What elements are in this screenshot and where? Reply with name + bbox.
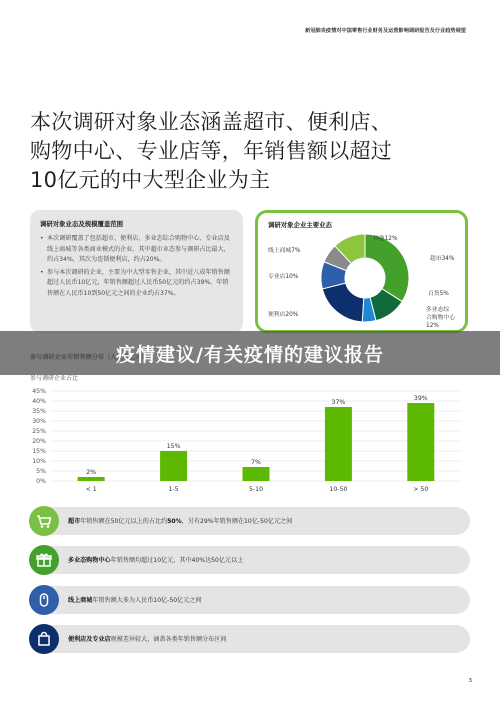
- y-tick-label: 35%: [32, 408, 46, 415]
- y-tick-label: 30%: [32, 418, 46, 425]
- headline-line-1: 本次调研对象业态涵盖超市、便利店、: [30, 110, 393, 134]
- feature-bold-online: 线上商城: [68, 597, 93, 604]
- bar-0: [78, 477, 105, 481]
- format-donut-box: [255, 210, 468, 333]
- mouse-icon: [29, 585, 59, 615]
- gift-box-icon: [29, 545, 59, 575]
- scope-info-box: [30, 210, 243, 333]
- x-tick-label: 5-10: [248, 486, 264, 493]
- x-tick-label: 10-50: [329, 486, 348, 493]
- y-tick-label: 40%: [32, 398, 46, 405]
- y-tick-label: 5%: [36, 468, 46, 475]
- feature-row-mall: [30, 546, 470, 574]
- feature-bold2-supermarket: 50%: [167, 518, 182, 525]
- feature-bold-convenience: 便利店及专业店: [68, 636, 111, 643]
- donut-label-convenience: 便利店20%: [268, 312, 299, 318]
- sales-bar-chart: [22, 383, 472, 498]
- donut-title: 调研对象企业主要业态: [268, 221, 332, 229]
- donut-label-online: 线上商城7%: [268, 248, 301, 254]
- feature-row-supermarket: [30, 507, 470, 535]
- bar-2: [243, 467, 270, 481]
- donut-label-mall-line-1: 多业态综: [426, 307, 450, 313]
- scope-bullet-2: • 参与本次调研的企业，主要为中大型零售企业，其中近八成年销售额超过人民币10亿元，年销售额超过人民币50亿元的约占39%，年销售额在人民币10到50亿元之间的企业约占37%。: [40, 268, 233, 300]
- feature-text-convenience: [68, 634, 226, 643]
- sales-chart-subtitle: 参与调研企业占比: [30, 375, 79, 382]
- shopping-cart-icon: [29, 506, 59, 536]
- headline-line-2: 购物中心、专业店等，年销售额以超过: [30, 139, 393, 163]
- feature-bold-supermarket: 超市: [68, 518, 81, 525]
- scope-info-title: 调研对象业态及规模覆盖范围: [40, 220, 124, 228]
- bar-1: [160, 451, 187, 481]
- page-number: 3: [468, 678, 472, 684]
- feature-text-online: [68, 595, 202, 604]
- donut-label-mall-line-2: 合购物中心: [426, 315, 455, 321]
- bar-3: [325, 407, 352, 481]
- feature-body2-supermarket: ，另有29%年销售额在10亿-50亿元之间: [181, 518, 293, 525]
- y-tick-label: 45%: [32, 388, 46, 395]
- feature-text-mall: [68, 555, 243, 564]
- donut-label-mall: [426, 306, 455, 330]
- bar-value-label: 37%: [331, 399, 346, 406]
- feature-bold-mall: 多业态购物中心: [68, 557, 111, 564]
- y-tick-label: 15%: [32, 448, 46, 455]
- scope-bullet-1: • 本次调研覆盖了包括超市、便利店、多业态综合购物中心、专业店及线上商城等各类商业模式的企业。其中超市业态参与调研占比最大，约占34%，其次为连锁便利店，约占20%。: [40, 234, 233, 266]
- report-header-title: 新冠肺炎疫情对中国零售行业财务及运营影响调研报告及行业趋势展望: [305, 28, 466, 34]
- feature-body-supermarket: 年销售额在50亿元以上的占比约: [80, 518, 168, 525]
- headline-line-3: 10亿元的中大型企业为主: [30, 168, 271, 192]
- feature-body-convenience: 规模差异较大，涵盖各类年销售额分布区间: [110, 636, 227, 643]
- donut-slice-3: [322, 283, 363, 322]
- page-headline: [30, 108, 470, 195]
- donut-label-other: 其他12%: [373, 236, 398, 242]
- x-tick-label: < 1: [85, 486, 97, 493]
- overlay-banner-text: 疫情建议/有关疫情的建议报告: [116, 344, 384, 366]
- bar-value-label: 7%: [251, 459, 261, 466]
- feature-body-online: 年销售额大多为人民币10亿-50亿元之间: [92, 597, 202, 604]
- feature-body-mall: 年销售额均超过10亿元，其中40%达50亿元以上: [110, 557, 244, 564]
- bar-value-label: 2%: [86, 469, 97, 476]
- y-tick-label: 10%: [32, 458, 46, 465]
- donut-label-department: 百货5%: [428, 291, 449, 297]
- feature-row-convenience: [30, 625, 470, 653]
- donut-label-mall-line-3: 12%: [426, 323, 439, 329]
- donut-label-supermarket: 超市34%: [430, 256, 455, 262]
- y-tick-label: 0%: [36, 478, 46, 485]
- feature-row-online: [30, 586, 470, 614]
- shopping-bag-icon: [29, 624, 59, 654]
- bar-4: [407, 403, 434, 481]
- bar-value-label: 39%: [413, 395, 428, 402]
- feature-text-supermarket: [68, 516, 292, 525]
- x-tick-label: 1-5: [168, 486, 179, 493]
- donut-label-specialty: 专业店10%: [268, 274, 299, 280]
- x-tick-label: > 50: [413, 486, 429, 493]
- y-tick-label: 20%: [32, 438, 46, 445]
- y-tick-label: 25%: [32, 428, 46, 435]
- bar-value-label: 15%: [166, 443, 181, 450]
